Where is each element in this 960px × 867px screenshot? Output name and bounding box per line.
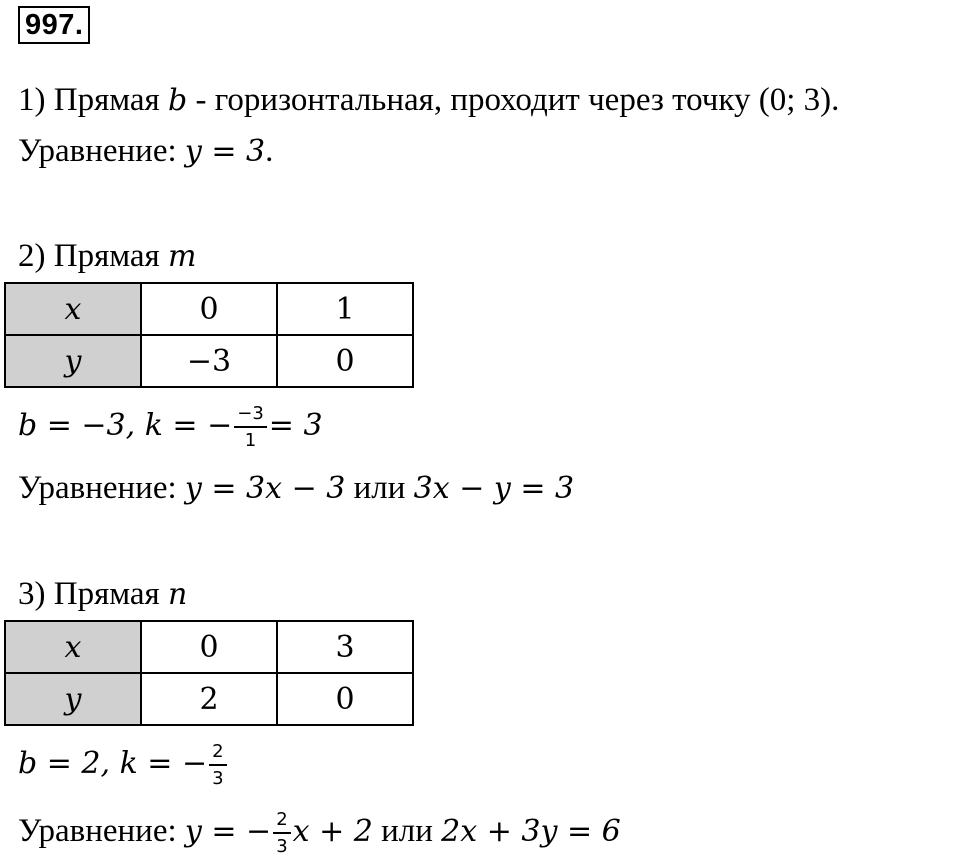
part1-eq-math: y = 3 bbox=[184, 134, 266, 169]
part3-equation bbox=[18, 806, 621, 857]
part3-coef-a: b = 2, k = − bbox=[18, 746, 208, 781]
part2-eq-math-2: 3x − y = 3 bbox=[413, 471, 575, 506]
part1-text-b: - горизонтальная, проходит через точку (0; 3). bbox=[187, 82, 840, 118]
fraction-numerator: 2 bbox=[209, 742, 226, 766]
part1-equation bbox=[18, 131, 273, 172]
fraction-denominator: 3 bbox=[212, 767, 224, 789]
part3-table bbox=[4, 620, 414, 726]
table-cell: 2 bbox=[141, 673, 277, 725]
part2-equation bbox=[18, 468, 574, 509]
table-cell: 1 bbox=[277, 283, 413, 335]
part1-eq-label: Уравнение: bbox=[18, 133, 185, 169]
part1-statement bbox=[18, 80, 839, 121]
fraction-numerator: 2 bbox=[273, 810, 290, 834]
table-cell: −3 bbox=[141, 335, 277, 387]
fraction-denominator: 1 bbox=[244, 429, 257, 451]
part3-heading-text: 3) Прямая bbox=[18, 576, 168, 612]
part2-heading-text: 2) Прямая bbox=[18, 238, 168, 274]
table-cell: 0 bbox=[277, 335, 413, 387]
part2-eq-or: или bbox=[345, 470, 414, 506]
part3-eq-math-2: 2x + 3y = 6 bbox=[441, 814, 621, 849]
table-row bbox=[5, 335, 413, 387]
part3-fraction bbox=[209, 742, 226, 789]
part1-text-a: 1) Прямая bbox=[18, 82, 168, 118]
table-header-y: y bbox=[5, 673, 141, 725]
part2-coefficients bbox=[18, 400, 323, 451]
part3-eq-or: или bbox=[372, 813, 442, 849]
part2-eq-math-1: y = 3x − 3 bbox=[184, 471, 346, 506]
part2-eq-label: Уравнение: bbox=[18, 470, 185, 506]
table-row bbox=[5, 283, 413, 335]
part3-eq-fraction bbox=[273, 810, 290, 857]
part3-var: n bbox=[167, 577, 188, 612]
table-row bbox=[5, 621, 413, 673]
table-cell: 0 bbox=[141, 621, 277, 673]
part2-var: m bbox=[167, 239, 197, 274]
part1-eq-end: . bbox=[265, 133, 274, 169]
table-header-x: x bbox=[5, 621, 141, 673]
part3-eq-label: Уравнение: bbox=[18, 813, 185, 849]
table-header-x: x bbox=[5, 283, 141, 335]
part2-heading bbox=[18, 236, 196, 277]
part3-coefficients bbox=[18, 738, 229, 789]
fraction-denominator: 3 bbox=[276, 835, 288, 857]
part2-fraction bbox=[234, 404, 267, 451]
part3-eq-math-1a: y = − bbox=[184, 814, 272, 849]
part2-coef-b: = 3 bbox=[268, 408, 323, 443]
part1-var: b bbox=[167, 83, 188, 118]
part3-eq-math-1b: x + 2 bbox=[292, 814, 373, 849]
part3-heading bbox=[18, 574, 187, 615]
table-row bbox=[5, 673, 413, 725]
part2-table bbox=[4, 282, 414, 388]
task-number: 997. bbox=[18, 6, 90, 44]
part2-coef-a: b = −3, k = − bbox=[18, 408, 233, 443]
table-cell: 0 bbox=[277, 673, 413, 725]
table-header-y: y bbox=[5, 335, 141, 387]
table-cell: 0 bbox=[141, 283, 277, 335]
table-cell: 3 bbox=[277, 621, 413, 673]
fraction-numerator: −3 bbox=[234, 404, 267, 428]
